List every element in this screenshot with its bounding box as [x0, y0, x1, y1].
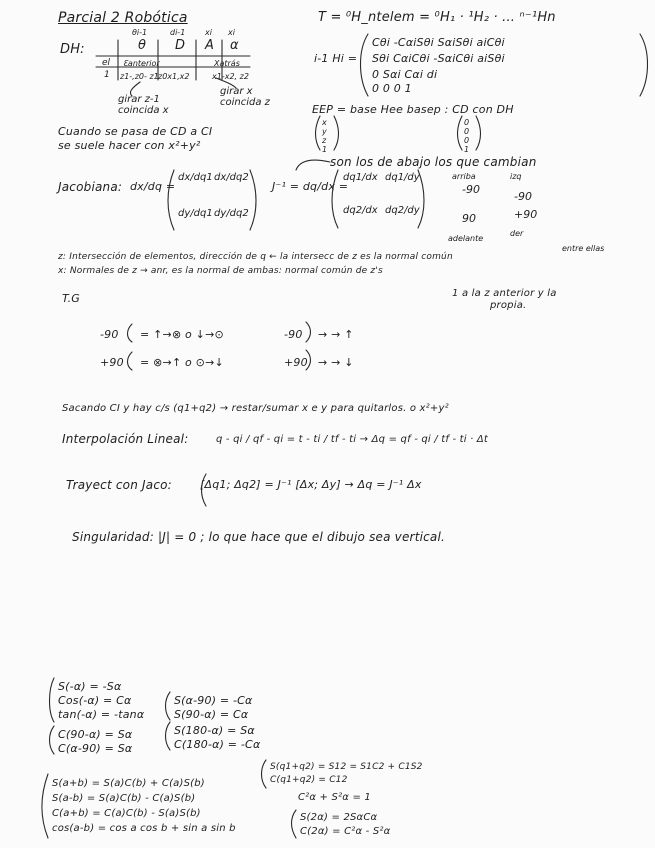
dh-header-theta: θ — [138, 38, 146, 53]
jacobian-note: son los de abajo los que cambian — [330, 155, 537, 169]
trig-e4: cos(a-b) = cos a cos b + sin a sin b — [52, 823, 236, 834]
transform-row3: 0 Sαi Cαi di — [372, 68, 438, 81]
trayect-eq: [Δq1; Δq2] = J⁻¹ [Δx; Δy] → Δq = J⁻¹ Δx — [200, 478, 422, 491]
jacobian-r3: 90 — [462, 212, 476, 225]
trig-g2: C(2α) = C²α - S²α — [300, 826, 391, 837]
trig-f3: C²α + S²α = 1 — [298, 792, 371, 803]
dh-header-alpha: α — [230, 38, 239, 53]
dh-row-1-d: z0x1,x2 — [158, 72, 190, 81]
dh-header-d: D — [175, 38, 186, 53]
trig-b1: S(α-90) = -Cα — [174, 694, 253, 707]
trig-brace-e — [42, 774, 48, 838]
jacobian-inv: J⁻¹ = dq/dx = — [272, 180, 349, 193]
zx-line1: z: Intersección de elementos, dirección de q ← la intersecc de z es la normal común — [58, 252, 453, 262]
tg-row1-d: → → ↑ — [318, 328, 354, 341]
tg-hook2 — [128, 352, 133, 370]
transform-prefix: i-1 Hi = — [314, 52, 358, 65]
trig-e2: S(a-b) = S(a)C(b) - C(a)S(b) — [52, 793, 196, 804]
eep-vec1-left — [316, 116, 321, 150]
singularidad-line: Singularidad: |J| = 0 ; lo que hace que el dibujo sea vertical. — [72, 530, 446, 544]
dh-param-theta: θi-1 — [132, 28, 148, 37]
dh-row-el-label: el — [102, 58, 111, 68]
trig-d1: S(180-α) = Sα — [174, 724, 255, 737]
transform-row1: Cθi -CαiSθi SαiSθi aiCθi — [372, 36, 505, 49]
trig-brace-f — [262, 760, 267, 788]
jacobian-bracket-right — [250, 170, 256, 230]
trig-d2: C(180-α) = -Cα — [174, 738, 261, 751]
transform-bracket-right — [640, 34, 648, 96]
dh-param-alpha: xi — [228, 28, 235, 37]
dh-row-1-a: x1-x2, z2 — [212, 72, 249, 81]
jacobian-m12: dx/dq2 — [214, 172, 249, 183]
tg-hook3 — [306, 322, 311, 342]
tg-row1-c: -90 — [284, 328, 303, 341]
eep-vec1: x y z 1 — [322, 118, 328, 154]
tg-label: T.G — [62, 292, 81, 305]
dh-header-a: A — [205, 38, 214, 53]
jacobian-inv-bracket-left — [332, 170, 338, 228]
trig-a3: tan(-α) = -tanα — [58, 708, 145, 721]
trig-f2: C(q1+q2) = C12 — [270, 775, 348, 785]
interp-eq: q - qi / qf - qi = t - ti / tf - ti → Δq = qf - qi / tf - ti · Δt — [216, 434, 489, 445]
jacobian-m22: dy/dq2 — [214, 208, 249, 219]
jacobian-m11: dx/dq1 — [178, 172, 213, 183]
jacobian-m21: dy/dq1 — [178, 208, 213, 219]
trig-b2: S(90-α) = Cα — [174, 708, 249, 721]
trayect-label: Trayect con Jaco: — [66, 478, 172, 492]
jacobian-r1: -90 — [462, 183, 480, 196]
eep-vec2: 0 0 0 1 — [464, 118, 470, 154]
tg-hook1 — [128, 324, 133, 342]
zx-line4: propia. — [490, 300, 527, 311]
zx-line1-top: entre ellas — [562, 244, 605, 253]
trig-c1: C(90-α) = Sα — [58, 728, 133, 741]
trig-g1: S(2α) = 2SαCα — [300, 812, 378, 823]
zx-line3: 1 a la z anterior y la — [452, 288, 557, 299]
jacobian-label: Jacobiana: — [58, 180, 123, 194]
tg-row2-d: → → ↓ — [318, 356, 354, 369]
jacobian-small-der: der — [510, 229, 524, 238]
jacobian-r4: +90 — [514, 208, 538, 221]
jacobian-i12: dq1/dy — [385, 172, 420, 183]
page-title: Parcial 2 Robótica — [58, 10, 188, 26]
tg-row1-b: = ↑→⊗ o ↓→⊙ — [140, 328, 224, 341]
trig-c2: C(α-90) = Sα — [58, 742, 133, 755]
trig-a1: S(-α) = -Sα — [58, 680, 122, 693]
jacobian-eq: dx/dq = — [130, 180, 176, 193]
dh-row-1-label: 1 — [104, 70, 110, 80]
dh-label: DH: — [60, 42, 85, 57]
trig-brace-g — [292, 810, 297, 838]
dh-row-el-theta: Ɛanterior — [123, 59, 160, 68]
eep-line: EEP = base Hee basep : CD con DH — [312, 103, 514, 116]
trig-brace-b — [166, 692, 171, 720]
cd-ci-line2: se suele hacer con x²+y² — [58, 139, 201, 152]
dh-note-right: girar x coincida z — [220, 86, 270, 108]
dh-note-left: girar z-1 coincida x — [118, 94, 169, 116]
trig-brace-c — [50, 726, 55, 754]
dh-row-1-theta: z1-,z0- z1 — [120, 72, 159, 81]
jacobian-i21: dq2/dx — [343, 205, 378, 216]
eep-vec2-left — [458, 116, 463, 150]
jacobian-small-arriba: arriba — [452, 172, 476, 181]
trig-brace-a — [50, 678, 55, 722]
jacobian-note-arrow — [296, 160, 330, 170]
eep-vec1-right — [334, 116, 339, 150]
tg-row1-a: -90 — [100, 328, 119, 341]
sacando-line: Sacando CI y hay c/s (q1+q2) → restar/sumar x e y para quitarlos. o x²+y² — [62, 403, 449, 414]
jacobian-bracket-left — [168, 170, 174, 230]
zx-line2: x: Normales de z → anr, es la normal de ambas: normal común de z's — [58, 266, 383, 276]
jacobian-small-izq: izq — [510, 172, 522, 181]
dh-param-d: di-1 — [170, 28, 186, 37]
jacobian-i11: dq1/dx — [343, 172, 378, 183]
jacobian-small-adelante: adelante — [448, 234, 484, 243]
tg-row2-a: +90 — [100, 356, 124, 369]
dh-row-el-alpha: Xatrás — [214, 59, 240, 68]
transform-bracket-left — [361, 34, 369, 96]
cd-ci-line1: Cuando se pasa de CD a CI — [58, 125, 213, 138]
tg-row2-b: = ⊗→↑ o ⊙→↓ — [140, 356, 224, 369]
trig-f1: S(q1+q2) = S12 = S1C2 + C1S2 — [270, 762, 423, 772]
dh-param-a: xi — [205, 28, 212, 37]
interp-label: Interpolación Lineal: — [62, 432, 189, 446]
jacobian-i22: dq2/dy — [385, 205, 420, 216]
jacobian-r2: -90 — [514, 190, 532, 203]
tg-row2-c: +90 — [284, 356, 308, 369]
trig-e1: S(a+b) = S(a)C(b) + C(a)S(b) — [52, 778, 205, 789]
eep-vec2-right — [476, 116, 481, 150]
transform-line1: T = ⁰H_ntelem = ⁰H₁ · ¹H₂ · ... ⁿ⁻¹Hn — [318, 10, 556, 25]
trig-e3: C(a+b) = C(a)C(b) - S(a)S(b) — [52, 808, 201, 819]
transform-row4: 0 0 0 1 — [372, 82, 412, 95]
transform-row2: Sθi CαiCθi -SαiCθi aiSθi — [372, 52, 505, 65]
trig-a2: Cos(-α) = Cα — [58, 694, 132, 707]
trig-brace-d — [166, 722, 171, 750]
